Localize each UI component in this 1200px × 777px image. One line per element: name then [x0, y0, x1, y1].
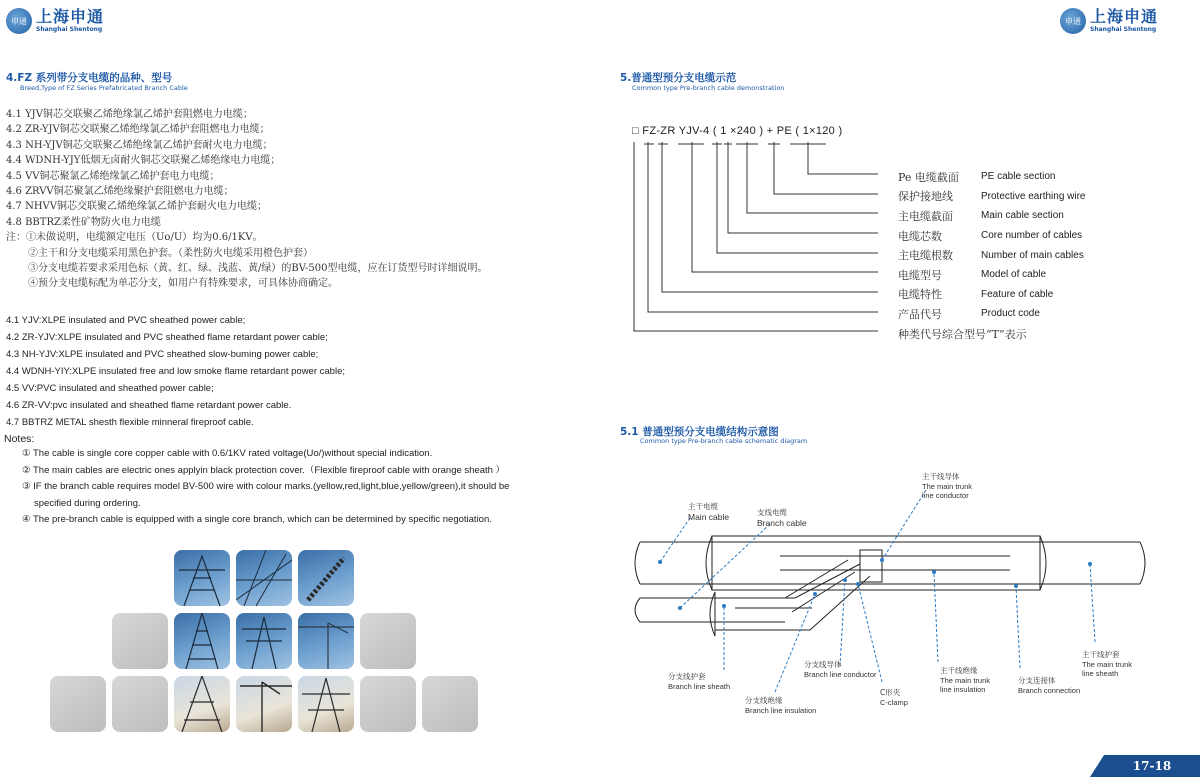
legend-row: [898, 304, 1198, 324]
label-branch-connection: [1018, 676, 1080, 695]
note-item: ③分支电缆若要求采用色标（黄、红、绿、浅蓝、黄/绿）的BV-500型电缆，应在订货型号时详细说明。: [28, 263, 488, 275]
placeholder-tile: [422, 676, 478, 732]
brand-logo-right: [1060, 8, 1158, 34]
brand-name-en: Shanghai Shentong: [36, 26, 103, 33]
note-item: 注：①未做说明，电缆额定电压（Uo/U）均为0.6/1KV。: [6, 232, 263, 244]
label-en: Branch connection: [1018, 685, 1081, 695]
list-item: 4.7 NHVV铜芯交联聚乙烯绝缘氯乙烯护套耐火电力电缆；: [6, 201, 267, 213]
legend-row: [898, 187, 1198, 207]
tower-photo: [174, 676, 230, 732]
label-cn: 主干线绝缘: [940, 666, 978, 675]
globe-icon: 申通: [1060, 8, 1086, 34]
en-notes: [22, 446, 592, 529]
legend-cn: 电缆特性: [898, 288, 942, 302]
legend-en: Protective earthing wire: [981, 190, 1086, 202]
section51-title: 5.1 普通型预分支电缆结构示意图: [620, 426, 779, 438]
legend-en: PE cable section: [981, 171, 1056, 183]
page-number: 17-18: [1104, 755, 1200, 777]
note-item: ② The main cables are electric ones applyin black protection cover.（Flexible fireproof cable with orange sheath ）: [22, 464, 506, 476]
placeholder-tile: [360, 676, 416, 732]
list-item: 4.3 NH-YJV铜芯交联聚乙烯绝缘氯乙烯护套耐火电力电缆；: [6, 139, 273, 151]
label-main-cable: [688, 502, 729, 522]
legend-row: [898, 324, 1198, 344]
label-branch-conductor: [804, 660, 877, 679]
legend-cn: Pe 电缆截面: [898, 170, 959, 184]
legend-en: Number of main cables: [981, 249, 1084, 261]
brand-logo-left: [6, 8, 104, 34]
tower-photo: [174, 613, 230, 669]
placeholder-tile: [50, 676, 106, 732]
label-en: line insulation: [940, 685, 986, 694]
legend-en: Model of cable: [981, 269, 1047, 281]
model-code-leader-lines: [620, 138, 900, 338]
legend-en: Product code: [981, 308, 1040, 320]
legend-cn: 电缆型号: [898, 268, 942, 282]
list-item: 4.2 ZR-YJV:XLPE insulated and PVC sheathed flame retardant power cable;: [6, 332, 328, 343]
crane-photo: [298, 613, 354, 669]
label-branch-cable: [757, 508, 807, 528]
label-en: Main cable: [688, 512, 730, 522]
en-type-list: [6, 312, 596, 431]
section4-title: 4.FZ 系列带分支电缆的品种、型号: [6, 72, 173, 84]
list-item: 4.4 WDNH-YIY:XLPE insulated free and low smoke flame retardant power cable;: [6, 366, 345, 377]
note-item: ④预分支电缆标配为单芯分支，如用户有特殊要求，可具体协商确定。: [28, 278, 338, 290]
placeholder-tile: [112, 613, 168, 669]
legend-cn: 保护接地线: [898, 190, 953, 204]
legend-cn: 电缆芯数: [898, 229, 942, 243]
legend-row: [898, 265, 1198, 285]
legend-row: [898, 206, 1198, 226]
label-cn: C形夹: [880, 688, 901, 697]
brand-name-en: Shanghai Shentong: [1090, 26, 1157, 33]
tower-photo: [174, 550, 230, 606]
legend-en: Main cable section: [981, 210, 1064, 222]
section51-subtitle: Common type Pre-branch cable schematic diagram: [640, 437, 808, 445]
note-item: specified during ordering.: [34, 497, 141, 509]
label-en: Branch line conductor: [804, 669, 877, 679]
legend-cn: 产品代号: [898, 307, 942, 321]
label-en: The main trunk: [922, 481, 973, 491]
note-item: ① The cable is single core copper cable with 0.6/1KV rated voltage(Uo/)without special indication.: [22, 448, 433, 459]
legend-row: [898, 226, 1198, 246]
legend-row: [898, 245, 1198, 265]
label-trunk-sheath: [1082, 650, 1132, 679]
model-code: □ FZ-ZR YJV-4 ( 1 ×240 ) + PE ( 1×120 ): [632, 125, 843, 137]
tower-photo: [236, 550, 292, 606]
label-en: Branch cable: [757, 518, 807, 528]
label-cn: 支线电缆: [757, 508, 787, 517]
list-item: 4.1 YJV:XLPE insulated and PVC sheathed power cable;: [6, 315, 246, 326]
list-item: 4.5 VV铜芯聚氯乙烯绝缘氯乙烯护套电力电缆；: [6, 170, 220, 182]
label-cn: 分支线护套: [668, 672, 706, 681]
globe-icon: 申通: [6, 8, 32, 34]
section4-subtitle: Breed,Type of FZ Series Prefabricated Branch Cable: [20, 84, 188, 92]
list-item: 4.3 NH-YJV:XLPE insulated and PVC sheathed slow-buming power cable;: [6, 349, 319, 360]
list-item: 4.5 VV:PVC insulated and sheathed power cable;: [6, 383, 214, 394]
tower-photo: [236, 613, 292, 669]
list-item: 4.6 ZR-VV:pvc insulated and sheathed flame retardant power cable.: [6, 400, 292, 411]
list-item: 4.8 BBTRZ柔性矿物防火电力电缆: [6, 216, 161, 228]
label-en: Branch line insulation: [745, 705, 817, 715]
legend-row: [898, 285, 1198, 305]
legend-cn: 主电缆根数: [898, 249, 953, 263]
label-en: C-clamp: [880, 698, 908, 707]
label-trunk-insulation: [940, 666, 990, 695]
label-cn: 分支连接体: [1018, 676, 1056, 685]
label-en: Branch line sheath: [668, 681, 731, 691]
label-en: line conductor: [922, 491, 969, 500]
label-en: The main trunk: [940, 675, 991, 685]
label-cn: 主干线护套: [1082, 650, 1120, 659]
note-item: ②主干和分支电缆采用黑色护套。（柔性防火电缆采用橙色护套）: [28, 247, 313, 259]
legend-en: Feature of cable: [981, 288, 1054, 300]
legend-en: Core number of cables: [981, 230, 1083, 242]
label-cn: 分支线绝缘: [745, 696, 783, 705]
legend-cn: 种类代号综合型号“T”表示: [898, 327, 1027, 341]
list-item: 4.4 WDNH-YJY低烟无卤耐火铜芯交联聚乙烯绝缘电力电缆；: [6, 155, 281, 167]
label-cn: 分支线导体: [804, 660, 842, 669]
brand-name-cn: 上海申通: [36, 7, 105, 26]
legend-cn: 主电缆截面: [898, 209, 953, 223]
crane-photo: [236, 676, 292, 732]
list-item: 4.2 ZR-YJV铜芯交联聚乙烯绝缘氯乙烯护套阻燃电力电缆；: [6, 124, 270, 136]
brand-name-cn: 上海申通: [1090, 7, 1159, 26]
placeholder-tile: [112, 676, 168, 732]
label-branch-insulation: [745, 696, 816, 715]
tower-photo: [298, 676, 354, 732]
label-branch-sheath: [668, 672, 730, 691]
insulator-photo: [298, 550, 354, 606]
note-item: ③ IF the branch cable requires model BV-500 wire with colour marks.(yellow,red,light,blue,yellow/green),it should be: [22, 481, 510, 492]
list-item: 4.6 ZRVV铜芯聚氯乙烯绝缘聚护套阻燃电力电缆；: [6, 186, 234, 198]
label-trunk-conductor: [922, 472, 972, 501]
section5-title: 5.普通型预分支电缆示范: [620, 72, 737, 84]
note-item: ④ The pre-branch cable is equipped with a single core branch, which can be determined by specific negotiation.: [22, 514, 492, 525]
list-item: 4.1 YJV铜芯交联聚乙烯绝缘氯乙烯护套阻燃电力电缆；: [6, 109, 253, 120]
label-en: line sheath: [1082, 669, 1119, 678]
label-cn: 主干电缆: [688, 502, 718, 511]
placeholder-tile: [360, 613, 416, 669]
label-c-clamp: [880, 688, 908, 708]
model-code-legend: [898, 167, 1198, 343]
label-cn: 主干线导体: [922, 472, 960, 481]
label-en: The main trunk: [1082, 659, 1133, 669]
cn-type-list: [6, 107, 596, 292]
notes-title: Notes:: [4, 433, 35, 445]
legend-row: [898, 167, 1198, 187]
section5-subtitle: Common type Pre-branch cable demonstration: [632, 84, 785, 92]
list-item: 4.7 BBTRZ METAL shesth flexible minneral fireproof cable.: [6, 417, 254, 428]
